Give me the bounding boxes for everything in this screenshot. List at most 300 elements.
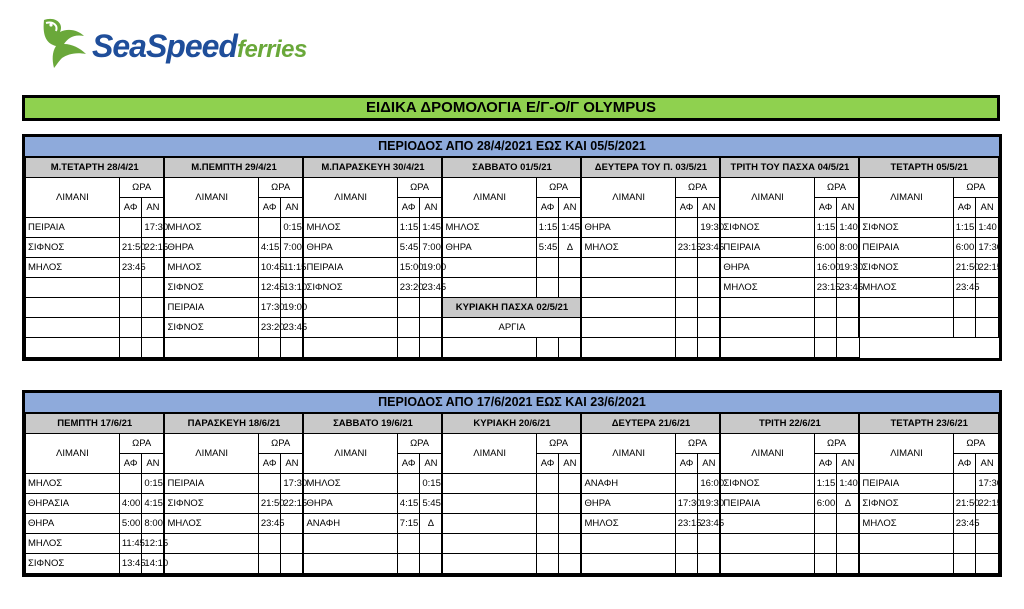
port-cell: [26, 298, 120, 318]
departure-time-cell: 1:15: [536, 218, 559, 238]
port-cell: ΜΗΛΟΣ: [859, 278, 953, 298]
arrival-column-header: ΑΝ: [142, 454, 165, 474]
port-cell: [581, 278, 675, 298]
port-cell: ΣΙΦΝΟΣ: [303, 278, 397, 298]
arrival-time-cell: [420, 534, 443, 554]
schedule-row: [26, 258, 999, 278]
time-column-header: ΩΡΑ: [814, 178, 859, 198]
arrival-time-cell: [976, 554, 999, 574]
port-cell: [581, 298, 675, 318]
departure-time-cell: 4:15: [258, 238, 281, 258]
port-cell: ΘΗΡΑ: [26, 514, 120, 534]
port-cell: ΣΙΦΝΟΣ: [720, 218, 814, 238]
arrival-time-cell: [142, 278, 165, 298]
port-cell: [442, 514, 536, 534]
port-cell: ΠΕΙΡΑΙΑ: [859, 238, 953, 258]
arrival-time-cell: [698, 554, 721, 574]
arrival-time-cell: [420, 338, 443, 358]
schedule-row: [26, 278, 999, 298]
departure-column-header: ΑΦ: [675, 454, 698, 474]
arrival-time-cell: 12:15: [142, 534, 165, 554]
departure-time-cell: 5:45: [397, 238, 420, 258]
port-cell: [720, 338, 814, 358]
arrival-time-cell: [142, 318, 165, 338]
arrival-time-cell: [837, 534, 860, 554]
departure-time-cell: [953, 534, 976, 554]
schedule-row: [26, 514, 999, 534]
arrival-time-cell: [698, 298, 721, 318]
departure-time-cell: [536, 534, 559, 554]
arrival-time-cell: [420, 554, 443, 574]
departure-time-cell: 21:50: [953, 258, 976, 278]
port-cell: [442, 338, 536, 358]
arrival-time-cell: 7:00: [420, 238, 443, 258]
departure-time-cell: 11:45: [119, 534, 142, 554]
day-header: Μ.ΠΑΡΑΣΚΕΥΗ 30/4/21: [303, 158, 442, 178]
port-cell: [303, 338, 397, 358]
departure-time-cell: 1:15: [814, 218, 837, 238]
port-cell: [581, 554, 675, 574]
port-cell: ΜΗΛΟΣ: [26, 258, 120, 278]
arrival-time-cell: Δ: [420, 514, 443, 534]
arrival-time-cell: Δ: [559, 238, 582, 258]
day-header: ΠΕΜΠΤΗ 17/6/21: [26, 414, 165, 434]
departure-time-cell: [675, 298, 698, 318]
day-header: ΚΥΡΙΑΚΗ ΠΑΣΧΑ 02/5/21: [442, 298, 581, 318]
day-header: ΔΕΥΤΕΡΑ 21/6/21: [581, 414, 720, 434]
departure-time-cell: [119, 318, 142, 338]
arrival-time-cell: 4:15: [142, 494, 165, 514]
arrival-time-cell: [698, 318, 721, 338]
arrival-time-cell: [698, 258, 721, 278]
arrival-time-cell: [837, 514, 860, 534]
arrival-time-cell: 22:15: [281, 494, 304, 514]
port-cell: [442, 474, 536, 494]
time-column-header: ΩΡΑ: [258, 434, 303, 454]
arrival-time-cell: 5:45: [420, 494, 443, 514]
arrival-time-cell: [837, 318, 860, 338]
arrival-column-header: ΑΝ: [976, 454, 999, 474]
day-header: ΤΡΙΤΗ 22/6/21: [720, 414, 859, 434]
port-cell: ΜΗΛΟΣ: [442, 218, 536, 238]
departure-time-cell: [397, 554, 420, 574]
port-cell: ΣΙΦΝΟΣ: [859, 494, 953, 514]
arrival-time-cell: 1:40: [976, 218, 999, 238]
departure-time-cell: [675, 338, 698, 358]
port-cell: [303, 534, 397, 554]
departure-time-cell: [536, 474, 559, 494]
port-cell: [581, 534, 675, 554]
departure-time-cell: 23:45: [953, 278, 976, 298]
departure-column-header: ΑΦ: [119, 198, 142, 218]
port-cell: ΣΙΦΝΟΣ: [720, 474, 814, 494]
departure-time-cell: [675, 474, 698, 494]
arrival-time-cell: [420, 318, 443, 338]
departure-time-cell: 23:45: [258, 514, 281, 534]
time-column-header: ΩΡΑ: [119, 178, 164, 198]
departure-time-cell: [536, 338, 559, 358]
port-column-header: ΛΙΜΑΝΙ: [859, 434, 953, 474]
time-column-header: ΩΡΑ: [675, 178, 720, 198]
arrival-column-header: ΑΝ: [559, 198, 582, 218]
departure-time-cell: [814, 534, 837, 554]
arrival-time-cell: 22:15: [976, 494, 999, 514]
port-cell: [581, 318, 675, 338]
port-cell: ΘΗΡΑ: [303, 238, 397, 258]
arrival-column-header: ΑΝ: [559, 454, 582, 474]
departure-column-header: ΑΦ: [119, 454, 142, 474]
departure-time-cell: 23:15: [675, 238, 698, 258]
schedule-row: [26, 318, 999, 338]
arrival-time-cell: [976, 534, 999, 554]
departure-time-cell: [258, 554, 281, 574]
port-cell: [720, 514, 814, 534]
port-column-header: ΛΙΜΑΝΙ: [303, 178, 397, 218]
arrival-time-cell: [281, 338, 304, 358]
departure-time-cell: [536, 494, 559, 514]
departure-time-cell: [675, 218, 698, 238]
departure-column-header: ΑΦ: [258, 454, 281, 474]
port-column-header: ΛΙΜΑΝΙ: [581, 178, 675, 218]
schedule-row: [26, 554, 999, 574]
departure-time-cell: 1:15: [397, 218, 420, 238]
time-column-header: ΩΡΑ: [953, 178, 998, 198]
day-header: ΤΕΤΑΡΤΗ 05/5/21: [859, 158, 998, 178]
arrival-time-cell: 8:00: [837, 238, 860, 258]
arrival-time-cell: 0:15: [281, 218, 304, 238]
page-title: ΕΙΔΙΚΑ ΔΡΟΜΟΛΟΓΙΑ Ε/Γ-Ο/Γ OLYMPUS: [22, 95, 1000, 121]
departure-time-cell: [119, 218, 142, 238]
arrival-time-cell: 23:45: [281, 318, 304, 338]
period-header: ΠΕΡΙΟΔΟΣ ΑΠΟ 17/6/2021 ΕΩΣ ΚΑΙ 23/6/2021: [25, 393, 999, 413]
port-cell: [442, 278, 536, 298]
arrival-time-cell: 8:00: [142, 514, 165, 534]
port-cell: [720, 534, 814, 554]
port-cell: [581, 338, 675, 358]
port-cell: ΜΗΛΟΣ: [303, 474, 397, 494]
departure-time-cell: [258, 338, 281, 358]
departure-time-cell: 5:45: [536, 238, 559, 258]
port-cell: ΘΗΡΑ: [442, 238, 536, 258]
departure-time-cell: [814, 554, 837, 574]
departure-time-cell: [536, 278, 559, 298]
schedule-row: [26, 238, 999, 258]
port-cell: ΠΕΙΡΑΙΑ: [26, 218, 120, 238]
port-cell: [26, 318, 120, 338]
port-cell: ΘΗΡΑ: [164, 238, 258, 258]
arrival-time-cell: 17:30: [976, 474, 999, 494]
port-cell: [442, 494, 536, 514]
port-cell: [303, 298, 397, 318]
port-column-header: ΛΙΜΑΝΙ: [303, 434, 397, 474]
port-cell: [164, 338, 258, 358]
departure-column-header: ΑΦ: [814, 198, 837, 218]
arrival-time-cell: [698, 278, 721, 298]
departure-time-cell: [953, 554, 976, 574]
departure-time-cell: 10:45: [258, 258, 281, 278]
departure-time-cell: 15:00: [397, 258, 420, 278]
schedule-row: [26, 218, 999, 238]
departure-time-cell: [258, 218, 281, 238]
arrival-column-header: ΑΝ: [420, 198, 443, 218]
seahorse-wave-icon: [34, 14, 90, 68]
departure-column-header: ΑΦ: [814, 454, 837, 474]
period-block-2: [22, 390, 1002, 577]
departure-time-cell: [397, 338, 420, 358]
port-cell: ΜΗΛΟΣ: [581, 514, 675, 534]
day-header: ΣΑΒΒΑΤΟ 01/5/21: [442, 158, 581, 178]
departure-time-cell: [814, 298, 837, 318]
day-header: ΤΕΤΑΡΤΗ 23/6/21: [859, 414, 998, 434]
arrival-time-cell: [559, 534, 582, 554]
arrival-time-cell: [559, 258, 582, 278]
arrival-time-cell: [837, 554, 860, 574]
arrival-time-cell: [976, 298, 999, 318]
port-cell: [303, 318, 397, 338]
schedule-row: [26, 474, 999, 494]
port-cell: [859, 318, 953, 338]
arrival-time-cell: Δ: [837, 494, 860, 514]
port-column-header: ΛΙΜΑΝΙ: [164, 434, 258, 474]
seaspeed-logo: [34, 14, 334, 68]
port-cell: ΘΗΡΑ: [303, 494, 397, 514]
port-cell: ΠΕΙΡΑΙΑ: [720, 494, 814, 514]
port-cell: [859, 298, 953, 318]
arrival-time-cell: 19:30: [698, 218, 721, 238]
port-column-header: ΛΙΜΑΝΙ: [581, 434, 675, 474]
arrival-time-cell: 19:30: [837, 258, 860, 278]
port-cell: ΠΕΙΡΑΙΑ: [164, 474, 258, 494]
departure-time-cell: [675, 534, 698, 554]
departure-time-cell: [258, 474, 281, 494]
day-header: ΤΡΙΤΗ ΤΟΥ ΠΑΣΧΑ 04/5/21: [720, 158, 859, 178]
departure-time-cell: 6:00: [814, 238, 837, 258]
arrival-time-cell: [837, 338, 860, 358]
port-cell: ΣΙΦΝΟΣ: [164, 278, 258, 298]
departure-time-cell: 1:15: [814, 474, 837, 494]
departure-time-cell: 7:15: [397, 514, 420, 534]
port-cell: ΣΙΦΝΟΣ: [859, 218, 953, 238]
port-cell: ΠΕΙΡΑΙΑ: [859, 474, 953, 494]
time-column-header: ΩΡΑ: [953, 434, 998, 454]
port-cell: ΣΙΦΝΟΣ: [26, 554, 120, 574]
port-cell: ΘΗΡΑ: [581, 494, 675, 514]
port-cell: ΑΝΑΦΗ: [581, 474, 675, 494]
port-cell: ΣΙΦΝΟΣ: [164, 318, 258, 338]
port-column-header: ΛΙΜΑΝΙ: [720, 434, 814, 474]
port-cell: [720, 318, 814, 338]
port-cell: ΘΗΡΑ: [581, 218, 675, 238]
port-cell: [720, 554, 814, 574]
departure-time-cell: [953, 298, 976, 318]
schedule-row: [26, 534, 999, 554]
time-column-header: ΩΡΑ: [119, 434, 164, 454]
departure-time-cell: [675, 554, 698, 574]
arrival-time-cell: 16:00: [698, 474, 721, 494]
arrival-time-cell: [559, 554, 582, 574]
port-column-header: ΛΙΜΑΝΙ: [442, 434, 536, 474]
port-cell: [303, 554, 397, 574]
holiday-note: ΑΡΓΙΑ: [442, 318, 581, 338]
column-header-row: [26, 434, 999, 454]
port-cell: [720, 298, 814, 318]
departure-time-cell: 16:00: [814, 258, 837, 278]
schedule-row: [26, 494, 999, 514]
arrival-time-cell: 23:45: [420, 278, 443, 298]
port-cell: ΣΙΦΝΟΣ: [859, 258, 953, 278]
arrival-time-cell: [281, 534, 304, 554]
arrival-time-cell: [142, 298, 165, 318]
arrival-time-cell: [559, 278, 582, 298]
port-cell: [859, 554, 953, 574]
departure-column-header: ΑΦ: [536, 454, 559, 474]
departure-column-header: ΑΦ: [397, 198, 420, 218]
departure-time-cell: [953, 318, 976, 338]
departure-time-cell: 21:50: [119, 238, 142, 258]
departure-time-cell: 6:00: [814, 494, 837, 514]
day-header-row: [26, 414, 999, 434]
port-column-header: ΛΙΜΑΝΙ: [442, 178, 536, 218]
arrival-time-cell: [559, 474, 582, 494]
arrival-time-cell: 14:10: [142, 554, 165, 574]
departure-time-cell: 13:45: [119, 554, 142, 574]
port-cell: ΜΗΛΟΣ: [859, 514, 953, 534]
schedule-table: [25, 157, 1003, 358]
departure-time-cell: 6:00: [953, 238, 976, 258]
departure-time-cell: [675, 278, 698, 298]
arrival-time-cell: 23:45: [698, 238, 721, 258]
departure-column-header: ΑΦ: [258, 198, 281, 218]
port-cell: ΜΗΛΟΣ: [164, 218, 258, 238]
port-cell: ΣΙΦΝΟΣ: [26, 238, 120, 258]
port-cell: ΠΕΙΡΑΙΑ: [303, 258, 397, 278]
departure-column-header: ΑΦ: [953, 198, 976, 218]
arrival-time-cell: 1:45: [559, 218, 582, 238]
port-column-header: ΛΙΜΑΝΙ: [164, 178, 258, 218]
arrival-time-cell: [559, 338, 582, 358]
day-header-row: [26, 158, 999, 178]
departure-time-cell: [397, 534, 420, 554]
time-column-header: ΩΡΑ: [397, 434, 442, 454]
departure-time-cell: [536, 554, 559, 574]
port-cell: ΜΗΛΟΣ: [581, 238, 675, 258]
departure-time-cell: [953, 474, 976, 494]
departure-time-cell: [119, 338, 142, 358]
arrival-time-cell: [698, 534, 721, 554]
port-cell: [164, 534, 258, 554]
port-cell: ΜΗΛΟΣ: [164, 514, 258, 534]
schedule-row: [26, 338, 999, 358]
port-cell: [442, 554, 536, 574]
departure-time-cell: [397, 298, 420, 318]
departure-column-header: ΑΦ: [397, 454, 420, 474]
arrival-time-cell: 23:45: [698, 514, 721, 534]
departure-time-cell: 12:45: [258, 278, 281, 298]
arrival-time-cell: 13:10: [281, 278, 304, 298]
schedule-table: [25, 413, 1003, 574]
time-column-header: ΩΡΑ: [536, 434, 581, 454]
departure-time-cell: 23:45: [953, 514, 976, 534]
port-column-header: ΛΙΜΑΝΙ: [720, 178, 814, 218]
departure-column-header: ΑΦ: [536, 198, 559, 218]
departure-time-cell: [814, 338, 837, 358]
arrival-time-cell: 11:15: [281, 258, 304, 278]
arrival-column-header: ΑΝ: [142, 198, 165, 218]
departure-column-header: ΑΦ: [675, 198, 698, 218]
arrival-time-cell: 17:30: [281, 474, 304, 494]
departure-time-cell: 23:45: [119, 258, 142, 278]
port-cell: ΜΗΛΟΣ: [26, 474, 120, 494]
arrival-time-cell: [420, 298, 443, 318]
departure-time-cell: [119, 474, 142, 494]
departure-time-cell: [536, 258, 559, 278]
departure-time-cell: [397, 318, 420, 338]
port-cell: [442, 534, 536, 554]
departure-time-cell: [119, 298, 142, 318]
departure-time-cell: 23:15: [814, 278, 837, 298]
departure-time-cell: 17:30: [258, 298, 281, 318]
day-header: ΔΕΥΤΕΡΑ ΤΟΥ Π. 03/5/21: [581, 158, 720, 178]
arrival-time-cell: 22:15: [976, 258, 999, 278]
arrival-time-cell: 17:30: [976, 238, 999, 258]
schedule-row: [26, 298, 999, 318]
arrival-column-header: ΑΝ: [698, 198, 721, 218]
port-column-header: ΛΙΜΑΝΙ: [26, 178, 120, 218]
port-cell: ΜΗΛΟΣ: [303, 218, 397, 238]
arrival-time-cell: 19:30: [698, 494, 721, 514]
port-cell: [442, 258, 536, 278]
arrival-time-cell: 0:15: [420, 474, 443, 494]
arrival-column-header: ΑΝ: [281, 454, 304, 474]
departure-time-cell: [675, 318, 698, 338]
arrival-column-header: ΑΝ: [420, 454, 443, 474]
arrival-time-cell: 23:45: [837, 278, 860, 298]
time-column-header: ΩΡΑ: [675, 434, 720, 454]
departure-time-cell: 4:15: [397, 494, 420, 514]
port-cell: ΜΗΛΟΣ: [720, 278, 814, 298]
port-column-header: ΛΙΜΑΝΙ: [859, 178, 953, 218]
departure-column-header: ΑΦ: [953, 454, 976, 474]
port-cell: ΜΗΛΟΣ: [164, 258, 258, 278]
arrival-column-header: ΑΝ: [698, 454, 721, 474]
day-header: ΚΥΡΙΑΚΗ 20/6/21: [442, 414, 581, 434]
departure-time-cell: 21:50: [953, 494, 976, 514]
port-cell: ΠΕΙΡΑΙΑ: [720, 238, 814, 258]
departure-time-cell: 21:50: [258, 494, 281, 514]
arrival-time-cell: [142, 338, 165, 358]
port-cell: ΘΗΡΑ: [720, 258, 814, 278]
day-header: ΠΑΡΑΣΚΕΥΗ 18/6/21: [164, 414, 303, 434]
port-cell: ΣΙΦΝΟΣ: [164, 494, 258, 514]
departure-time-cell: 23:20: [397, 278, 420, 298]
port-cell: ΜΗΛΟΣ: [26, 534, 120, 554]
arrival-time-cell: 1:40: [837, 218, 860, 238]
arrival-time-cell: 7:00: [281, 238, 304, 258]
port-cell: ΠΕΙΡΑΙΑ: [164, 298, 258, 318]
day-header: Μ.ΠΕΜΠΤΗ 29/4/21: [164, 158, 303, 178]
arrival-time-cell: 22:15: [142, 238, 165, 258]
departure-time-cell: 5:00: [119, 514, 142, 534]
departure-time-cell: 4:00: [119, 494, 142, 514]
period-block-1: [22, 134, 1002, 361]
arrival-time-cell: 19:00: [281, 298, 304, 318]
column-header-row: [26, 178, 999, 198]
time-column-header: ΩΡΑ: [397, 178, 442, 198]
port-cell: ΘΗΡΑΣΙΑ: [26, 494, 120, 514]
period-header: ΠΕΡΙΟΔΟΣ ΑΠΟ 28/4/2021 ΕΩΣ ΚΑΙ 05/5/2021: [25, 137, 999, 157]
departure-time-cell: [814, 318, 837, 338]
departure-time-cell: [536, 514, 559, 534]
